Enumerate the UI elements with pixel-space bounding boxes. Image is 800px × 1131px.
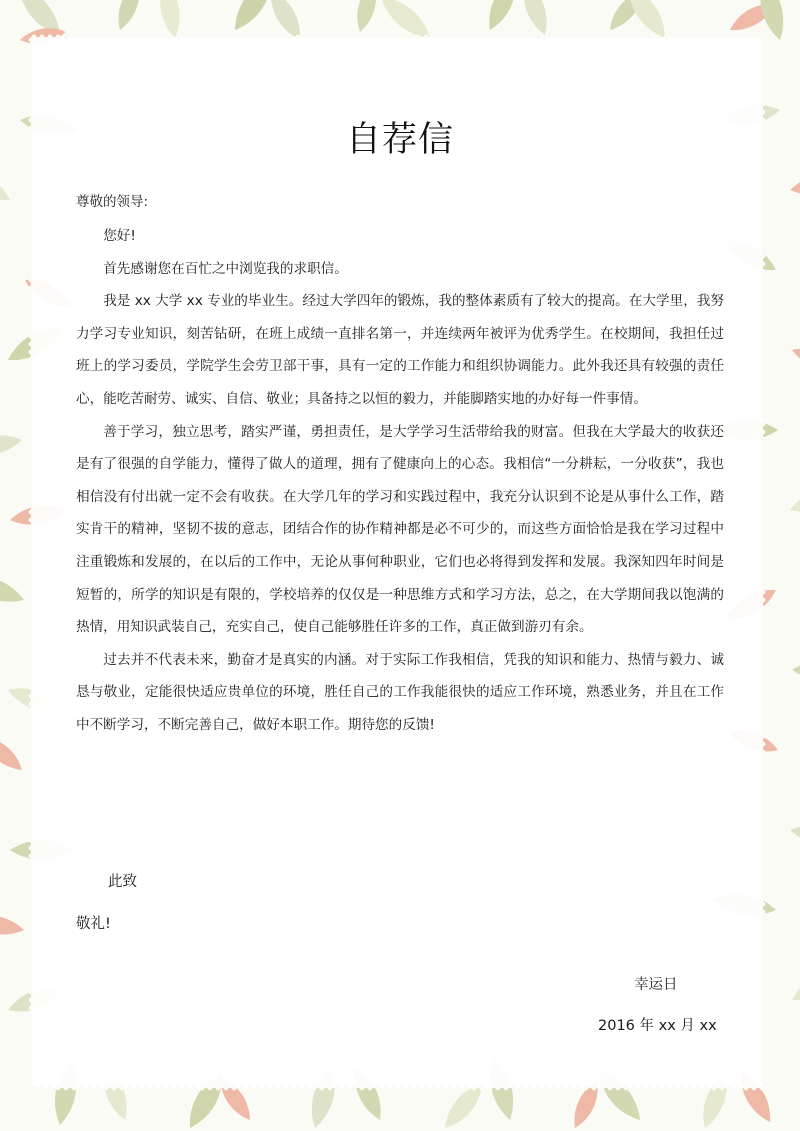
background-paragraph: 我是 xx 大学 xx 专业的毕业生。经过大学四年的锻炼，我的整体素质有了较大的提高。在大学里，我努力学习专业知识，刻苦钻研，在班上成绩一直排名第一，并连续两年被评为优秀学生。在校期间，我担任过班上的学习委员，学院学生会劳卫部干事，具有一定的工作能力和组织协调能力。此外我还具有较强的责任心，能吃苦耐劳、诚实、自信、敬业；具备持之以恒的毅力，并能脚踏实地的办好每一件事情。 [76,293,724,407]
letter-date: 2016 年 xx 月 xx [598,1018,717,1034]
salutation: 尊敬的领导: [76,194,149,210]
letter-title: 自荐信 [345,120,454,160]
signer-name: 幸运日 [634,977,678,993]
letter-body [76,220,724,742]
greeting-paragraph: 您好! [103,228,136,244]
perforated-edge-left [28,37,34,1088]
perforated-edge-bottom [31,1085,763,1091]
perforated-edge-top [31,34,763,40]
intro-paragraph: 首先感谢您在百忙之中浏览我的求职信。 [103,260,348,277]
growth-paragraph: 善于学习，独立思考，踏实严谨，勇担责任，是大学学习生活带给我的财富。但我在大学最大的收获还是有了很强的自学能力，懂得了做人的道理，拥有了健康向上的心态。我相信“一分耕耘，一分收获”，我也相信没有付出就一定不会有收获。在大学几年的学习和实践过程中，我充分认识到不论是从事什么工作，踏实肯干的精神，坚韧不拔的意志，团结合作的协作精神都是必不可少的，而这些方面恰恰是我在学习过程中注重锻炼和发展的，在以后的工作中，无论从事何种职业，它们也必将得到发挥和发展。我深知四年时间是短暂的，所学的知识是有限的，学校培养的仅仅是一种思维方式和学习方法，总之，在大学期间我以饱满的热情，用知识武装自己，充实自己，使自己能够胜任许多的工作，真正做到游刃有余。 [76,423,724,636]
conclusion-paragraph: 过去并不代表未来，勤奋才是真实的内涵。对于实际工作我相信，凭我的知识和能力、热情与毅力、诚恳与敬业，定能很快适应贵单位的环境，胜任自己的工作我能很快的适应工作环境，熟悉业务，并且在工作中不断学习，不断完善自己，做好本职工作。期待您的反馈! [76,651,724,733]
perforated-edge-right [760,37,766,1088]
closing-line-2: 敬礼! [76,916,111,932]
closing-line-1: 此致 [108,874,137,890]
